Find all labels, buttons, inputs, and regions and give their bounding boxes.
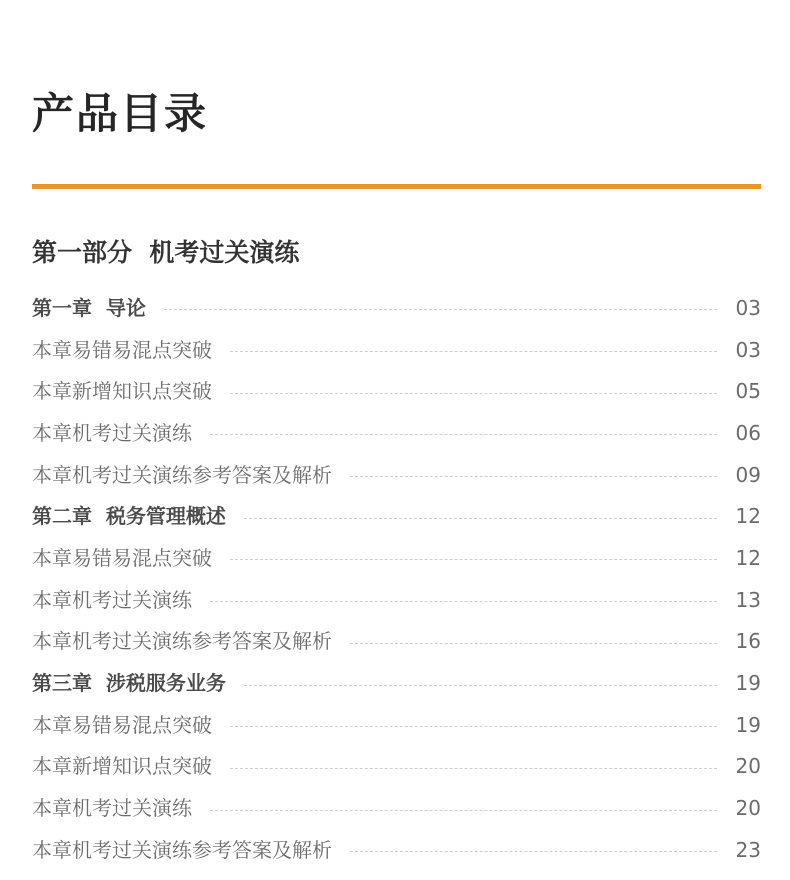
table-of-contents (32, 287, 761, 871)
toc-item-row[interactable] (32, 537, 761, 579)
toc-page-number: 13 (735, 587, 761, 612)
toc-label: 第一章 导论 (32, 295, 146, 320)
toc-label: 本章新增知识点突破 (32, 754, 212, 779)
toc-chapter-row[interactable] (32, 662, 761, 704)
toc-item-row[interactable] (32, 621, 761, 663)
toc-item-row[interactable] (32, 746, 761, 788)
page-title: 产品目录 (32, 89, 209, 138)
toc-page-number: 09 (735, 462, 761, 487)
toc-dot-leader (244, 518, 717, 519)
toc-chapter-row[interactable] (32, 495, 761, 537)
toc-dot-leader (230, 726, 717, 727)
toc-page-number: 06 (735, 420, 761, 445)
toc-dot-leader (230, 351, 717, 352)
toc-page-number: 20 (735, 796, 761, 821)
toc-dot-leader (230, 559, 717, 560)
toc-dot-leader (244, 685, 717, 686)
toc-item-row[interactable] (32, 370, 761, 412)
toc-item-row[interactable] (32, 412, 761, 454)
toc-label: 第三章 涉税服务业务 (32, 671, 226, 696)
toc-dot-leader (210, 601, 717, 602)
toc-item-row[interactable] (32, 704, 761, 746)
toc-label: 本章机考过关演练参考答案及解析 (32, 629, 332, 654)
toc-page-number: 12 (735, 545, 761, 570)
toc-dot-leader (350, 851, 717, 852)
toc-dot-leader (230, 393, 717, 394)
toc-label: 本章易错易混点突破 (32, 712, 212, 737)
toc-label: 本章机考过关演练 (32, 587, 192, 612)
toc-label: 本章易错易混点突破 (32, 337, 212, 362)
toc-page-number: 05 (735, 379, 761, 404)
toc-dot-leader (210, 434, 717, 435)
toc-chapter-row[interactable] (32, 287, 761, 329)
toc-page-number: 20 (735, 754, 761, 779)
toc-item-row[interactable] (32, 829, 761, 871)
toc-item-row[interactable] (32, 787, 761, 829)
toc-item-row[interactable] (32, 454, 761, 496)
toc-page-number: 19 (735, 671, 761, 696)
toc-label: 本章新增知识点突破 (32, 379, 212, 404)
toc-item-row[interactable] (32, 579, 761, 621)
toc-page-number: 03 (735, 337, 761, 362)
section-heading: 第一部分 机考过关演练 (32, 238, 300, 267)
toc-dot-leader (210, 810, 717, 811)
toc-dot-leader (164, 309, 717, 310)
toc-label: 本章易错易混点突破 (32, 545, 212, 570)
toc-item-row[interactable] (32, 329, 761, 371)
toc-label: 本章机考过关演练 (32, 796, 192, 821)
toc-dot-leader (230, 768, 717, 769)
toc-label: 本章机考过关演练参考答案及解析 (32, 837, 332, 862)
toc-label: 第二章 税务管理概述 (32, 504, 226, 529)
toc-page-number: 19 (735, 712, 761, 737)
toc-label: 本章机考过关演练参考答案及解析 (32, 462, 332, 487)
toc-dot-leader (350, 643, 717, 644)
toc-dot-leader (350, 476, 717, 477)
toc-page-number: 16 (735, 629, 761, 654)
toc-page-number: 23 (735, 837, 761, 862)
toc-page-number: 12 (735, 504, 761, 529)
toc-label: 本章机考过关演练 (32, 420, 192, 445)
title-divider (32, 184, 761, 189)
toc-page-number: 03 (735, 295, 761, 320)
